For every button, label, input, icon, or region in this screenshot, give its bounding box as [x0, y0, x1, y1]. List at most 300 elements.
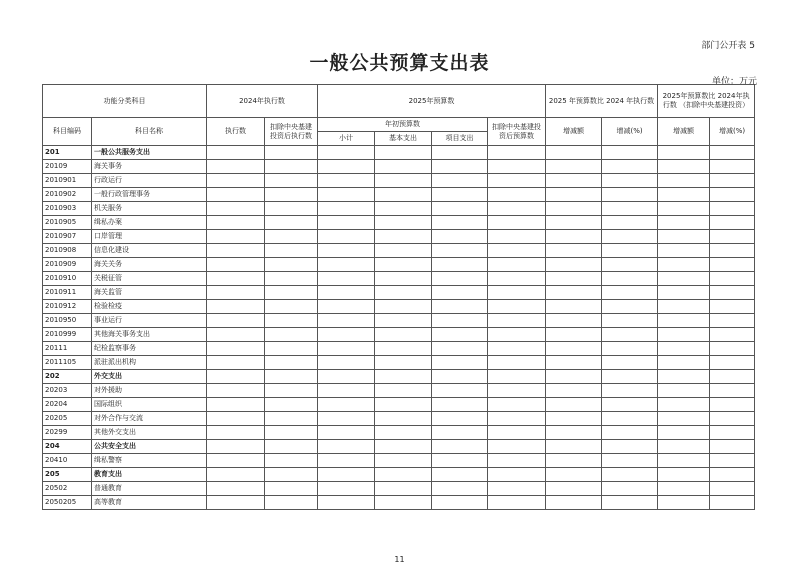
value-cell	[658, 356, 710, 370]
value-cell	[710, 146, 755, 160]
header-exec-2024: 2024年执行数	[207, 85, 318, 118]
value-cell	[432, 300, 488, 314]
value-cell	[546, 160, 602, 174]
value-cell	[710, 188, 755, 202]
value-cell	[432, 356, 488, 370]
value-cell	[318, 426, 375, 440]
row-name: 对外合作与交流	[92, 412, 207, 426]
value-cell	[602, 286, 658, 300]
value-cell	[602, 258, 658, 272]
value-cell	[318, 272, 375, 286]
value-cell	[602, 454, 658, 468]
value-cell	[265, 496, 318, 510]
value-cell	[602, 300, 658, 314]
value-cell	[488, 412, 546, 426]
header-func-class: 功能分类科目	[43, 85, 207, 118]
header-compare-exec: 2025 年预算数比 2024 年执行数	[546, 85, 658, 118]
value-cell	[710, 328, 755, 342]
value-cell	[658, 454, 710, 468]
row-name: 纪检监察事务	[92, 342, 207, 356]
value-cell	[488, 174, 546, 188]
header-basic: 基本支出	[375, 132, 432, 146]
value-cell	[546, 174, 602, 188]
table-row	[43, 300, 755, 314]
value-cell	[488, 300, 546, 314]
value-cell	[602, 216, 658, 230]
value-cell	[546, 482, 602, 496]
row-code: 2010901	[43, 174, 92, 188]
table-row	[43, 496, 755, 510]
value-cell	[710, 342, 755, 356]
value-cell	[710, 174, 755, 188]
value-cell	[710, 300, 755, 314]
value-cell	[658, 258, 710, 272]
value-cell	[432, 342, 488, 356]
value-cell	[207, 244, 265, 258]
value-cell	[207, 370, 265, 384]
value-cell	[658, 426, 710, 440]
value-cell	[546, 426, 602, 440]
value-cell	[710, 468, 755, 482]
value-cell	[375, 384, 432, 398]
value-cell	[488, 286, 546, 300]
value-cell	[488, 384, 546, 398]
value-cell	[207, 202, 265, 216]
value-cell	[432, 286, 488, 300]
header-subtotal: 小计	[318, 132, 375, 146]
value-cell	[375, 342, 432, 356]
value-cell	[546, 230, 602, 244]
value-cell	[602, 426, 658, 440]
value-cell	[710, 398, 755, 412]
value-cell	[710, 426, 755, 440]
row-code: 202	[43, 370, 92, 384]
value-cell	[546, 384, 602, 398]
value-cell	[432, 328, 488, 342]
value-cell	[318, 216, 375, 230]
page-number: 11	[394, 555, 405, 564]
value-cell	[318, 482, 375, 496]
value-cell	[432, 188, 488, 202]
row-name: 教育支出	[92, 468, 207, 482]
value-cell	[265, 398, 318, 412]
value-cell	[602, 202, 658, 216]
value-cell	[658, 230, 710, 244]
value-cell	[375, 244, 432, 258]
value-cell	[710, 454, 755, 468]
value-cell	[375, 412, 432, 426]
table-row	[43, 146, 755, 160]
value-cell	[602, 244, 658, 258]
table-row	[43, 426, 755, 440]
value-cell	[432, 174, 488, 188]
table-row	[43, 328, 755, 342]
value-cell	[318, 230, 375, 244]
value-cell	[546, 440, 602, 454]
table-row	[43, 258, 755, 272]
row-code: 204	[43, 440, 92, 454]
table-body	[43, 146, 755, 510]
value-cell	[710, 496, 755, 510]
value-cell	[602, 188, 658, 202]
value-cell	[658, 160, 710, 174]
row-code: 201	[43, 146, 92, 160]
row-code: 20109	[43, 160, 92, 174]
value-cell	[375, 440, 432, 454]
table-row	[43, 314, 755, 328]
value-cell	[318, 398, 375, 412]
value-cell	[432, 202, 488, 216]
value-cell	[375, 230, 432, 244]
value-cell	[710, 482, 755, 496]
value-cell	[546, 328, 602, 342]
value-cell	[375, 468, 432, 482]
value-cell	[265, 426, 318, 440]
value-cell	[658, 216, 710, 230]
row-name: 其他海关事务支出	[92, 328, 207, 342]
row-name: 一般行政管理事务	[92, 188, 207, 202]
value-cell	[546, 300, 602, 314]
value-cell	[488, 440, 546, 454]
value-cell	[658, 496, 710, 510]
value-cell	[318, 314, 375, 328]
value-cell	[546, 370, 602, 384]
table-row	[43, 202, 755, 216]
value-cell	[207, 216, 265, 230]
row-code: 2010908	[43, 244, 92, 258]
value-cell	[265, 314, 318, 328]
value-cell	[207, 174, 265, 188]
value-cell	[318, 188, 375, 202]
value-cell	[710, 286, 755, 300]
value-cell	[375, 496, 432, 510]
row-name: 海关监管	[92, 286, 207, 300]
value-cell	[265, 482, 318, 496]
value-cell	[488, 160, 546, 174]
table-row	[43, 384, 755, 398]
value-cell	[207, 440, 265, 454]
value-cell	[318, 146, 375, 160]
value-cell	[318, 384, 375, 398]
value-cell	[546, 356, 602, 370]
value-cell	[207, 286, 265, 300]
value-cell	[658, 342, 710, 356]
header-annual: 年初预算数	[318, 118, 488, 132]
value-cell	[602, 146, 658, 160]
row-name: 其他外交支出	[92, 426, 207, 440]
table-row	[43, 398, 755, 412]
value-cell	[658, 384, 710, 398]
value-cell	[318, 342, 375, 356]
header-budget-2025: 2025年预算数	[318, 85, 546, 118]
row-name: 海关关务	[92, 258, 207, 272]
value-cell	[432, 412, 488, 426]
value-cell	[488, 230, 546, 244]
value-cell	[658, 482, 710, 496]
value-cell	[488, 314, 546, 328]
row-name: 事业运行	[92, 314, 207, 328]
value-cell	[207, 454, 265, 468]
value-cell	[658, 188, 710, 202]
value-cell	[546, 398, 602, 412]
row-code: 2010911	[43, 286, 92, 300]
value-cell	[432, 454, 488, 468]
value-cell	[710, 440, 755, 454]
value-cell	[207, 342, 265, 356]
value-cell	[265, 454, 318, 468]
value-cell	[488, 258, 546, 272]
value-cell	[265, 272, 318, 286]
value-cell	[265, 160, 318, 174]
value-cell	[375, 272, 432, 286]
value-cell	[207, 300, 265, 314]
row-name: 对外援助	[92, 384, 207, 398]
value-cell	[207, 384, 265, 398]
value-cell	[546, 412, 602, 426]
table-row	[43, 356, 755, 370]
page-title: 一般公共预算支出表	[309, 52, 490, 74]
table-row	[43, 188, 755, 202]
value-cell	[265, 412, 318, 426]
value-cell	[488, 202, 546, 216]
value-cell	[318, 412, 375, 426]
row-name: 口岸管理	[92, 230, 207, 244]
value-cell	[546, 244, 602, 258]
row-name: 关税征管	[92, 272, 207, 286]
header-code: 科目编码	[43, 118, 92, 146]
value-cell	[658, 146, 710, 160]
row-code: 2010902	[43, 188, 92, 202]
value-cell	[318, 356, 375, 370]
value-cell	[602, 160, 658, 174]
value-cell	[207, 482, 265, 496]
table-row	[43, 482, 755, 496]
value-cell	[265, 440, 318, 454]
value-cell	[265, 202, 318, 216]
row-code: 2050205	[43, 496, 92, 510]
value-cell	[546, 146, 602, 160]
value-cell	[207, 314, 265, 328]
value-cell	[318, 300, 375, 314]
value-cell	[710, 272, 755, 286]
table-row	[43, 174, 755, 188]
header-compare-excl: 2025年预算数比 2024年执行数 （扣除中央基建投资）	[658, 85, 755, 118]
value-cell	[318, 258, 375, 272]
row-name: 外交支出	[92, 370, 207, 384]
value-cell	[488, 454, 546, 468]
row-code: 20205	[43, 412, 92, 426]
value-cell	[658, 272, 710, 286]
value-cell	[375, 370, 432, 384]
value-cell	[432, 468, 488, 482]
value-cell	[658, 314, 710, 328]
row-name: 一般公共服务支出	[92, 146, 207, 160]
row-code: 20204	[43, 398, 92, 412]
value-cell	[375, 216, 432, 230]
value-cell	[318, 286, 375, 300]
budget-table	[42, 84, 755, 510]
header-excl-budget: 扣除中央基建投资后预算数	[488, 118, 546, 146]
row-name: 普通教育	[92, 482, 207, 496]
value-cell	[432, 160, 488, 174]
table-row	[43, 244, 755, 258]
row-code: 2011105	[43, 356, 92, 370]
value-cell	[488, 356, 546, 370]
value-cell	[710, 356, 755, 370]
value-cell	[265, 300, 318, 314]
row-name: 缉私办案	[92, 216, 207, 230]
value-cell	[207, 426, 265, 440]
value-cell	[432, 244, 488, 258]
value-cell	[207, 258, 265, 272]
row-name: 缉私警察	[92, 454, 207, 468]
value-cell	[658, 328, 710, 342]
value-cell	[710, 370, 755, 384]
row-code: 205	[43, 468, 92, 482]
value-cell	[207, 398, 265, 412]
row-name: 海关事务	[92, 160, 207, 174]
value-cell	[488, 426, 546, 440]
value-cell	[488, 468, 546, 482]
value-cell	[375, 174, 432, 188]
row-name: 检验检疫	[92, 300, 207, 314]
value-cell	[432, 370, 488, 384]
row-name: 国际组织	[92, 398, 207, 412]
value-cell	[375, 300, 432, 314]
value-cell	[658, 440, 710, 454]
value-cell	[207, 146, 265, 160]
value-cell	[432, 216, 488, 230]
value-cell	[710, 258, 755, 272]
value-cell	[488, 482, 546, 496]
value-cell	[602, 482, 658, 496]
value-cell	[602, 272, 658, 286]
row-code: 2010950	[43, 314, 92, 328]
value-cell	[546, 188, 602, 202]
value-cell	[318, 174, 375, 188]
value-cell	[207, 468, 265, 482]
value-cell	[207, 356, 265, 370]
value-cell	[658, 174, 710, 188]
value-cell	[375, 146, 432, 160]
value-cell	[318, 244, 375, 258]
row-code: 20410	[43, 454, 92, 468]
value-cell	[432, 272, 488, 286]
value-cell	[375, 188, 432, 202]
value-cell	[207, 230, 265, 244]
value-cell	[488, 244, 546, 258]
value-cell	[265, 230, 318, 244]
value-cell	[546, 468, 602, 482]
header-inc-amt-2: 增减额	[658, 118, 710, 146]
value-cell	[710, 230, 755, 244]
row-name: 高等教育	[92, 496, 207, 510]
row-code: 2010909	[43, 258, 92, 272]
table-row	[43, 440, 755, 454]
row-code: 2010999	[43, 328, 92, 342]
value-cell	[318, 468, 375, 482]
row-code: 20203	[43, 384, 92, 398]
value-cell	[318, 496, 375, 510]
value-cell	[318, 160, 375, 174]
row-name: 行政运行	[92, 174, 207, 188]
table-row	[43, 216, 755, 230]
value-cell	[318, 454, 375, 468]
value-cell	[710, 216, 755, 230]
value-cell	[546, 202, 602, 216]
value-cell	[546, 342, 602, 356]
row-code: 20502	[43, 482, 92, 496]
value-cell	[658, 300, 710, 314]
header-excl-exec: 扣除中央基建投资后执行数	[265, 118, 318, 146]
table-row	[43, 230, 755, 244]
value-cell	[488, 272, 546, 286]
value-cell	[602, 468, 658, 482]
value-cell	[265, 356, 318, 370]
value-cell	[602, 370, 658, 384]
value-cell	[602, 496, 658, 510]
value-cell	[432, 398, 488, 412]
value-cell	[602, 328, 658, 342]
header-inc-pct-2: 增减(%)	[710, 118, 755, 146]
value-cell	[265, 286, 318, 300]
header-name: 科目名称	[92, 118, 207, 146]
value-cell	[658, 412, 710, 426]
value-cell	[207, 160, 265, 174]
value-cell	[710, 314, 755, 328]
value-cell	[546, 272, 602, 286]
value-cell	[546, 286, 602, 300]
value-cell	[546, 454, 602, 468]
value-cell	[488, 146, 546, 160]
page-label: 部门公开表 5	[701, 41, 755, 51]
value-cell	[375, 454, 432, 468]
row-code: 2010903	[43, 202, 92, 216]
value-cell	[207, 188, 265, 202]
value-cell	[207, 272, 265, 286]
value-cell	[375, 482, 432, 496]
row-name: 派驻派出机构	[92, 356, 207, 370]
unit-label: 单位：万元	[711, 77, 757, 87]
value-cell	[265, 328, 318, 342]
row-code: 20299	[43, 426, 92, 440]
value-cell	[546, 216, 602, 230]
value-cell	[265, 384, 318, 398]
row-code: 20111	[43, 342, 92, 356]
value-cell	[488, 216, 546, 230]
value-cell	[375, 398, 432, 412]
value-cell	[375, 258, 432, 272]
value-cell	[602, 412, 658, 426]
value-cell	[602, 342, 658, 356]
value-cell	[488, 398, 546, 412]
header-row-1	[43, 85, 755, 118]
row-code: 2010912	[43, 300, 92, 314]
value-cell	[658, 398, 710, 412]
value-cell	[265, 174, 318, 188]
value-cell	[658, 286, 710, 300]
value-cell	[375, 314, 432, 328]
row-code: 2010907	[43, 230, 92, 244]
header-exec: 执行数	[207, 118, 265, 146]
row-code: 2010905	[43, 216, 92, 230]
table-row	[43, 468, 755, 482]
value-cell	[207, 328, 265, 342]
value-cell	[318, 328, 375, 342]
value-cell	[432, 230, 488, 244]
table-row	[43, 454, 755, 468]
value-cell	[602, 356, 658, 370]
